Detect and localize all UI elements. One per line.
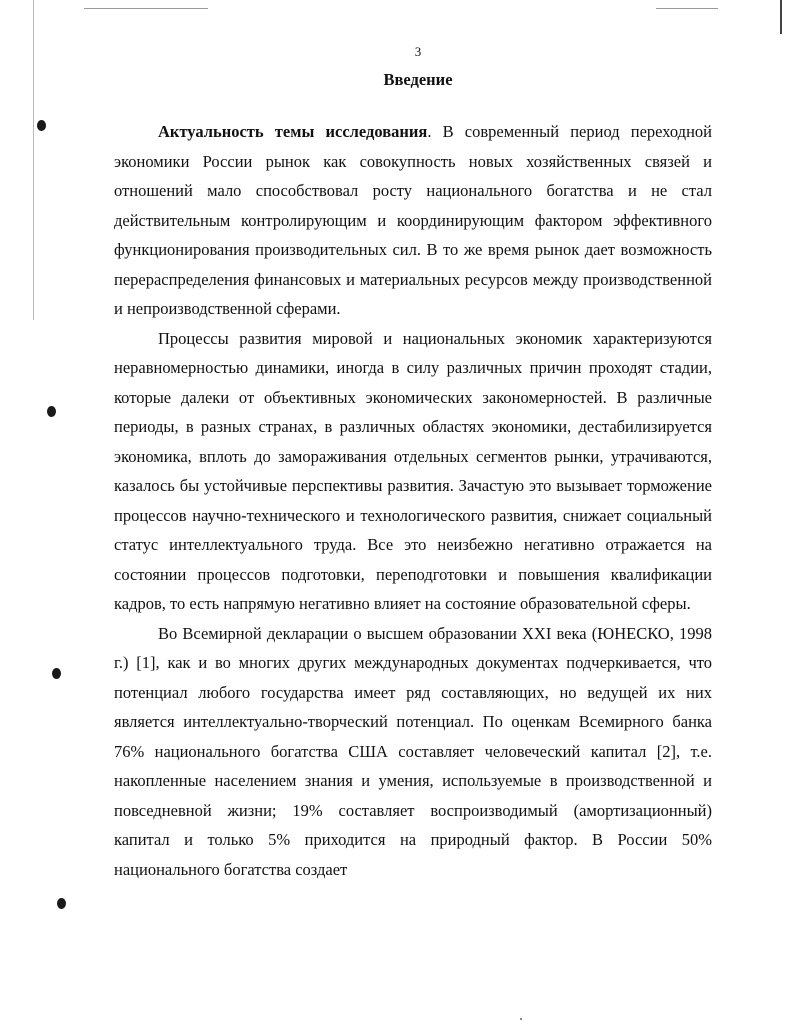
scan-edge-top-left <box>84 8 208 9</box>
punch-hole-mark <box>52 668 61 679</box>
paragraph-text: . В современный период переходной экономики России рынок как совокупность новых хозяйственных связей и отношений мало способствовал росту национального богатства и не стал действительным контролирующим и координирующим фактором эффективного функционирования производительных сил. В то же время рынок дает возможность перераспределения финансовых и материальных ресурсов между производственной и непроизводственной сферами. <box>114 122 712 318</box>
scan-edge-right <box>780 0 782 34</box>
body-text <box>114 117 712 884</box>
paragraph-lead: Актуальность темы исследования <box>158 122 428 141</box>
paragraph-relevance <box>114 117 712 324</box>
punch-hole-mark <box>47 406 56 417</box>
page-number: 3 <box>414 44 422 59</box>
punch-hole-mark <box>37 120 46 131</box>
paragraph-declaration: Во Всемирной декларации о высшем образовании XXI века (ЮНЕСКО, 1998 г.) [1], как и во многих других международных документах подчеркивается, что потенциал любого государства имеет ряд составляющих, но ведущей их них является интеллектуально-творческий потенциал. По оценкам Всемирного банка 76% национального богатства США составляет человеческий капитал [2], т.е. накопленные населением знания и умения, используемые в производственной и повседневной жизни; 19% составляет воспроизводимый (амортизационный) капитал и только 5% приходится на природный фактор. В России 50% национального богатства создает <box>114 623 712 879</box>
scan-edge-top-right <box>656 8 718 9</box>
section-heading: Введение <box>383 70 453 89</box>
scan-speck <box>520 1018 522 1020</box>
punch-hole-mark <box>57 898 66 909</box>
paragraph-development: Процессы развития мировой и национальных экономик характеризуются неравномерностью динамики, иногда в силу различных причин проходят стадии, которые далеки от объективных экономических закономерностей. В различные периоды, в разных странах, в различных областях экономики, дестабилизируется экономика, вплоть до замораживания отдельных сегментов рынки, утрачиваются, казалось бы устойчивые перспективы развития. Зачастую это вызывает торможение процессов научно-технического и технологического развития, снижает социальный статус интеллектуального труда. Все это неизбежно негативно отражается на состоянии процессов подготовки, переподготовки и повышения квалификации кадров, то есть напрямую негативно влияет на состояние образовательной сферы. <box>114 328 712 613</box>
